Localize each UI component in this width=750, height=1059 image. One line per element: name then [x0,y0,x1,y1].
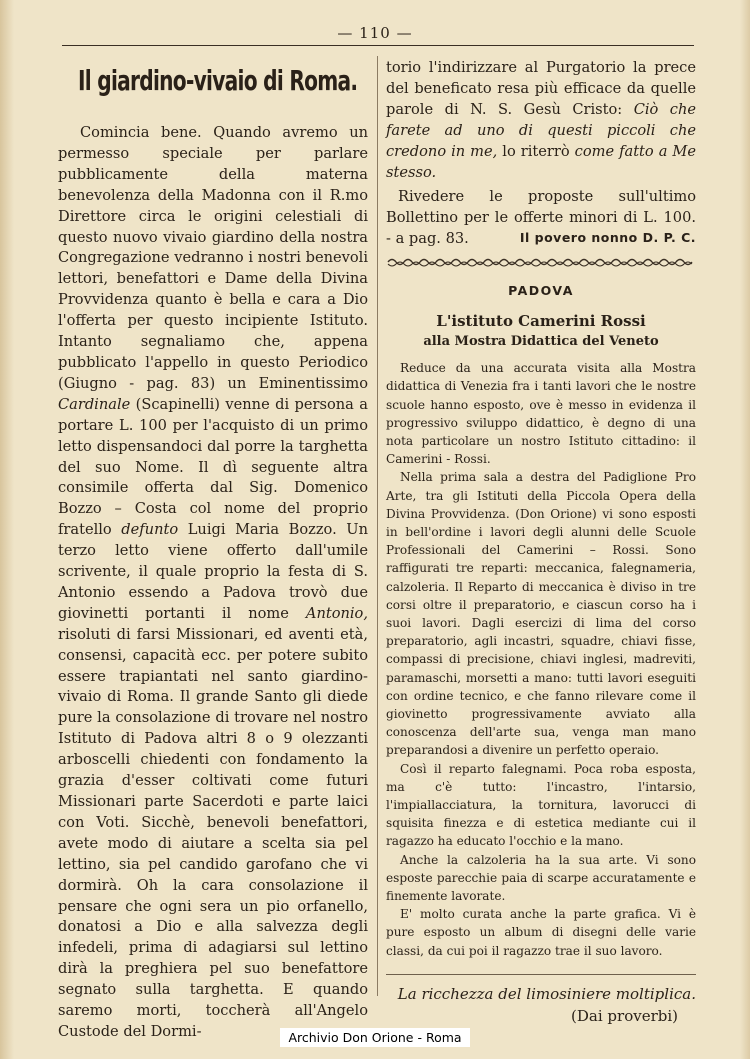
wave-ornament-icon [386,255,696,269]
page-number: — 110 — [337,24,413,42]
author-signature: Il povero nonno D. P. C. [519,230,696,246]
paragraph-1: Reduce da una accurata visita alla Mostra didattica di Venezia fra i tanti lavori che le nostre scuole hanno esposto, ove è messo in evidenza il progressivo sviluppo didattico, è degno di una nota particolare un nostro Istituto cittadino: il Camerini - Rossi. [386,361,696,467]
paper-right-edge [740,0,750,1059]
column-divider [377,56,378,996]
paragraph-3: Così il reparto falegnami. Poca roba esposta, ma c'è tutto: l'incastro, l'intarsio, l'impiallacciatura, la tornitura, lavorucci di squisita finezza e di estetica mediante cui il ragazzo ha educato l'occhio e la mano. [386,761,696,849]
paragraph-2: Nella prima sala a destra del Padiglione Pro Arte, tra gli Istituti della Piccola Opera della Divina Provvidenza. (Don Orione) vi sono esposti in bell'ordine i lavori degli alunni delle Scuole Professionali del Camerini – Rossi. Sono raffigurati tre reparti: meccanica, falegnameria, calzoleria. Il Reparto di meccanica è diviso in tre corsi oltre il preparatorio, e ciascun corso ha i suoi lavori. Dagli esercizi di lima del corso preparatorio, agli incastri, squadre, chiavi fisse, compassi di precisione, chiavi inglesi, madreviti, paramaschi, morsetti a mano: tutti lavori eseguiti con ordine tecnico, e che fanno rilevare come il giovinetto progressivamente avviato alla conoscenza dell'arte sua, venga man mano preparandosi a divenire un perfetto operaio. [386,470,696,758]
article-subtitle: alla Mostra Didattica del Veneto [423,334,659,350]
paragraph-5: E' molto curata anche la parte grafica. Vi è pure esposto un album di disegni delle varie classi, da cui poi il ragazzo trae il suo lavoro. [386,907,696,958]
proverb-source: (Dai proverbi) [571,1006,678,1025]
proverb-divider [386,974,696,975]
article-title-camerini: L'istituto Camerini Rossi [436,312,646,331]
header-rule [62,45,694,46]
right-column [386,58,696,1027]
article-body-giardino: Comincia bene. Quando avremo un permesso speciale per parlare pubblicamente della materna benevolenza della Madonna con il R.mo Direttore circa le origini celestiali di questo nuovo vivaio giardino della nostra Congregazione vedranno i nostri benevoli lettori, benefattori e Dame della Divina Provvidenza quanto è bella e cara a Dio l'offerta per questo incipiente Istituto. Intanto segnaliamo che, appena pubblicato l'appello in questo Periodico (Giugno - pag. 83) un Eminentissimo Cardinale (Scapinelli) venne di persona a portare L. 100 per l'acquisto di un primo letto dispensandoci dal porre la targhetta del suo Nome. Il dì seguente altra consimile offerta dal Sig. Domenico Bozzo – Costa col nome del proprio fratello defunto Luigi Maria Bozzo. Un terzo letto viene offerto dall'umile scrivente, il quale proprio la festa di S. Antonio essendo a Padova trovò due giovinetti portanti il nome Antonio, risoluti di farsi Missionari, ed aventi età, consensi, capacità ecc. per potere subito essere trapiantati nel santo giardino-vivaio di Roma. Il grande Santo gli diede pure la consolazione di trovare nel nostro Istituto di Padova altri 8 o 9 olezzanti arboscelli chiedenti con fondamento la grazia d'esser coltivati come futuri Missionari parte Sacerdoti e parte laici con Voti. Sicchè, benevoli benefattori, avete modo di aiutare a scelta sia pel lettino, sia pel candido garofano che vi dormirà. Oh la cara consolazione il pensare che ogni sera un pio orfanello, donatosi a Dio e alla salvezza degli infedeli, prima di adagiarsi sul lettino dirà la preghiera pel suo benefattore segnato sulla targhetta. E quando saremo morti, toccherà all'Angelo Custode del Dormi- [58,124,368,1040]
section-label: PADOVA [508,283,574,299]
archive-footer [0,1030,750,1045]
paragraph-4: Anche la calzoleria ha la sua arte. Vi sono esposte parecchie paia di scarpe accuratamente e finemente lavorate. [386,852,696,904]
proverb-text: La ricchezza del limosiniere moltiplica. [397,984,696,1003]
article-continuation: torio l'indirizzare al Purgatorio la prece del beneficato resa più efficace da quelle parole di N. S. Gesù Cristo: Ciò che farete ad uno di questi piccoli che credono in me, lo riterrò come fatto a Me stesso. [386,59,697,181]
archive-label: Archivio Don Orione - Roma [280,1028,469,1047]
left-column [58,58,368,1043]
offers-note: Rivedere le proposte sull'ultimo Bollettino per le offerte minori di L. 100. - a pag. 83. [386,188,696,248]
article-title-giardino: Il giardino-vivaio di Roma. [78,64,358,97]
paper-left-edge [0,0,14,1059]
decorative-divider [386,255,696,269]
